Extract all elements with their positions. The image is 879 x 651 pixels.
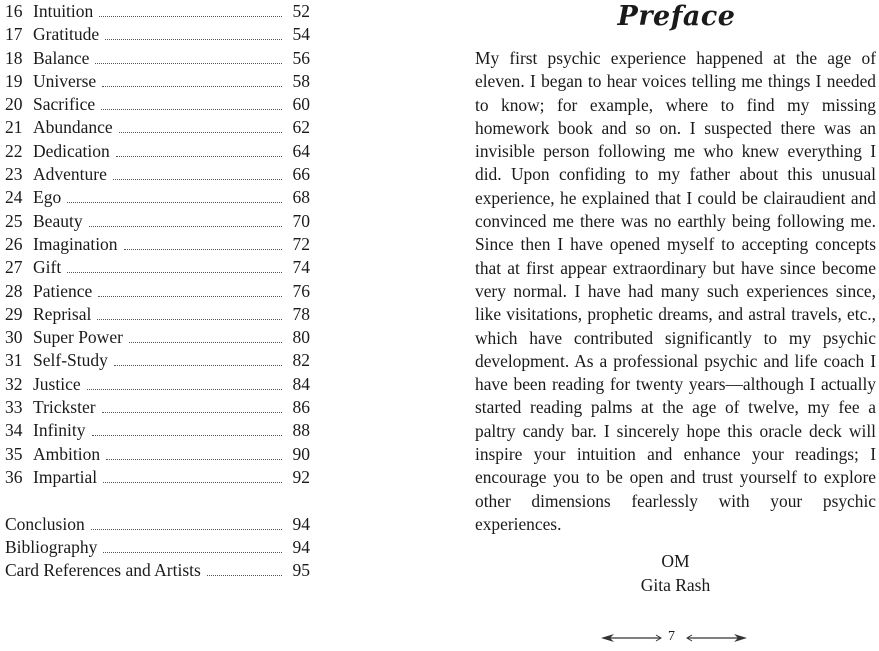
toc-entry-number: 30: [5, 327, 23, 348]
toc-entry: [5, 163, 310, 186]
toc-entry-number: 28: [5, 280, 23, 301]
toc-leader-dots: [124, 248, 282, 250]
toc-entry-number: 35: [5, 443, 23, 464]
toc-entry-title: Infinity: [33, 420, 86, 441]
toc-leader-dots: [95, 62, 282, 64]
toc-entry-number: 24: [5, 187, 23, 208]
toc-entry: [5, 326, 310, 349]
toc-entry-title: Balance: [33, 47, 90, 68]
toc-leader-dots: [89, 225, 282, 227]
toc-leader-dots: [92, 434, 283, 436]
toc-entry-page: 62: [292, 117, 310, 138]
toc-leader-dots: [91, 528, 282, 530]
toc-entry-page: 60: [292, 94, 310, 115]
toc-leader-dots: [119, 131, 282, 133]
toc-entry-title: Self-Study: [33, 350, 108, 371]
toc-leader-dots: [67, 201, 282, 203]
toc-entry-number: 36: [5, 466, 23, 487]
signature: [475, 550, 876, 597]
toc-entry-title: Imagination: [33, 233, 118, 254]
toc-entry-title: Beauty: [33, 210, 83, 231]
toc-entry-page: 56: [292, 47, 310, 68]
toc-back-matter: [5, 513, 310, 583]
toc-entry: [5, 116, 310, 139]
toc-entry-number: 27: [5, 257, 23, 278]
toc-leader-dots: [113, 178, 282, 180]
toc-entry-number: 23: [5, 164, 23, 185]
toc-entry-title: Sacrifice: [33, 94, 96, 115]
toc-entry-page: 92: [292, 466, 310, 487]
toc-entry: [5, 93, 310, 116]
toc-entry-number: 19: [5, 70, 23, 91]
toc-entry-page: 72: [292, 233, 310, 254]
toc-entry: [5, 373, 310, 396]
toc-entry-title: Dedication: [33, 140, 110, 161]
toc-back-entry: [5, 536, 310, 559]
toc-entry-number: 34: [5, 420, 23, 441]
toc-leader-dots: [102, 411, 282, 413]
toc-back-entry-page: 94: [292, 536, 310, 557]
toc-entry: [5, 186, 310, 209]
preface-body: My first psychic experience happened at the age of eleven. I began to hear voices telling me things I needed to know; for example, where to find my missing homework book and so on. I suspected there was an invisible person following me who knew everything I did. Upon confiding to my father about this unusual experience, he explained that I could be clairaudient and convinced me there was no earthly being following me. Since then I have opened myself to accepting concepts that at first appear extraordinary but have since become very normal. I have had many such experiences since, like visitations, prophetic dreams, and astral travels, etc., which have contributed significantly to my psychic development. As a professional psychic and life coach I have been reading for twenty years—although I actually started reading palms at the age of twelve, my fee a paltry candy bar. I sincerely hope this oracle deck will inspire your intuition and enhance your readings; I encourage you to be open and trust yourself to explore other dimensions fearlessly with your psychic experiences.: [475, 48, 876, 534]
toc-entry-title: Impartial: [33, 466, 98, 487]
toc-entry-page: 78: [292, 303, 310, 324]
toc-entry: [5, 210, 310, 233]
page-folio: [600, 628, 750, 648]
toc-back-entry-page: 94: [292, 513, 310, 534]
toc-entry: [5, 396, 310, 419]
preface-section: [475, 0, 876, 597]
toc-back-entry: [5, 559, 310, 582]
table-of-contents: [5, 0, 310, 582]
toc-back-entry-page: 95: [292, 560, 310, 581]
toc-entry: [5, 233, 310, 256]
toc-entry-page: 86: [292, 397, 310, 418]
toc-entry-number: 16: [5, 1, 23, 21]
toc-gap: [5, 489, 310, 512]
toc-leader-dots: [97, 318, 282, 320]
toc-entry: [5, 280, 310, 303]
toc-back-entry-title: Conclusion: [5, 513, 85, 534]
toc-entry-page: 70: [292, 210, 310, 231]
toc-back-entry: [5, 513, 310, 536]
toc-leader-dots: [114, 364, 282, 366]
toc-entry-page: 58: [292, 70, 310, 91]
toc-leader-dots: [102, 85, 282, 87]
toc-entry-title: Universe: [33, 70, 97, 91]
signature-line-2: Gita Rash: [640, 574, 711, 595]
toc-entry: [5, 47, 310, 70]
toc-leader-dots: [87, 388, 282, 390]
toc-entry: [5, 140, 310, 163]
toc-entry-number: 21: [5, 117, 23, 138]
toc-entry-title: Reprisal: [33, 303, 92, 324]
toc-leader-dots: [103, 551, 282, 553]
toc-entry: [5, 349, 310, 372]
toc-entry-title: Gift: [33, 257, 62, 278]
toc-entry-title: Super Power: [33, 327, 123, 348]
left-arrow-ornament-icon: [600, 633, 662, 643]
toc-entry: [5, 466, 310, 489]
toc-back-entry-title: Bibliography: [5, 536, 98, 557]
toc-entry: [5, 0, 310, 23]
toc-leader-dots: [207, 574, 282, 576]
toc-leader-dots: [98, 295, 282, 297]
toc-leader-dots: [129, 341, 282, 343]
toc-entry-page: 84: [292, 373, 310, 394]
toc-entry: [5, 70, 310, 93]
toc-entry-number: 32: [5, 373, 23, 394]
toc-entry-page: 90: [292, 443, 310, 464]
toc-leader-dots: [116, 155, 282, 157]
toc-entry-page: 66: [292, 164, 310, 185]
toc-entry-number: 25: [5, 210, 23, 231]
toc-entry-page: 82: [292, 350, 310, 371]
toc-entry-page: 74: [292, 257, 310, 278]
toc-leader-dots: [106, 458, 282, 460]
toc-entry-title: Patience: [33, 280, 93, 301]
toc-entry-title: Justice: [33, 373, 81, 394]
toc-entry-page: 68: [292, 187, 310, 208]
toc-entry: [5, 23, 310, 46]
preface-title: Preface: [617, 1, 736, 32]
toc-back-entry-title: Card References and Artists: [5, 560, 201, 581]
toc-leader-dots: [103, 481, 282, 483]
toc-entry-page: 76: [292, 280, 310, 301]
toc-entry-title: Trickster: [33, 397, 96, 418]
toc-entry: [5, 303, 310, 326]
toc-entry-number: 18: [5, 47, 23, 68]
toc-entry-page: 88: [292, 420, 310, 441]
toc-entry: [5, 256, 310, 279]
signature-line-1: OM: [661, 551, 690, 572]
toc-entry-number: 29: [5, 303, 23, 324]
toc-entry: [5, 443, 310, 466]
toc-leader-dots: [105, 38, 282, 40]
toc-entry-page: 54: [292, 24, 310, 45]
toc-entry-title: Ego: [33, 187, 62, 208]
right-arrow-ornament-icon: [686, 633, 748, 643]
toc-entry-number: 26: [5, 233, 23, 254]
toc-entry-number: 33: [5, 397, 23, 418]
toc-entry-page: 64: [292, 140, 310, 161]
toc-entry-title: Adventure: [33, 164, 107, 185]
toc-entry-page: 80: [292, 327, 310, 348]
toc-entry-title: Abundance: [33, 117, 113, 138]
toc-entry-title: Gratitude: [33, 24, 100, 45]
toc-leader-dots: [67, 271, 282, 273]
toc-leader-dots: [99, 15, 282, 17]
toc-leader-dots: [101, 108, 282, 110]
toc-entries: [5, 0, 310, 489]
page-number: 7: [668, 629, 675, 644]
toc-entry: [5, 419, 310, 442]
toc-entry-number: 20: [5, 94, 23, 115]
toc-entry-number: 22: [5, 140, 23, 161]
toc-entry-title: Intuition: [33, 1, 94, 21]
toc-entry-page: 52: [292, 1, 310, 21]
toc-entry-number: 31: [5, 350, 23, 371]
toc-entry-number: 17: [5, 24, 23, 45]
toc-entry-title: Ambition: [33, 443, 101, 464]
